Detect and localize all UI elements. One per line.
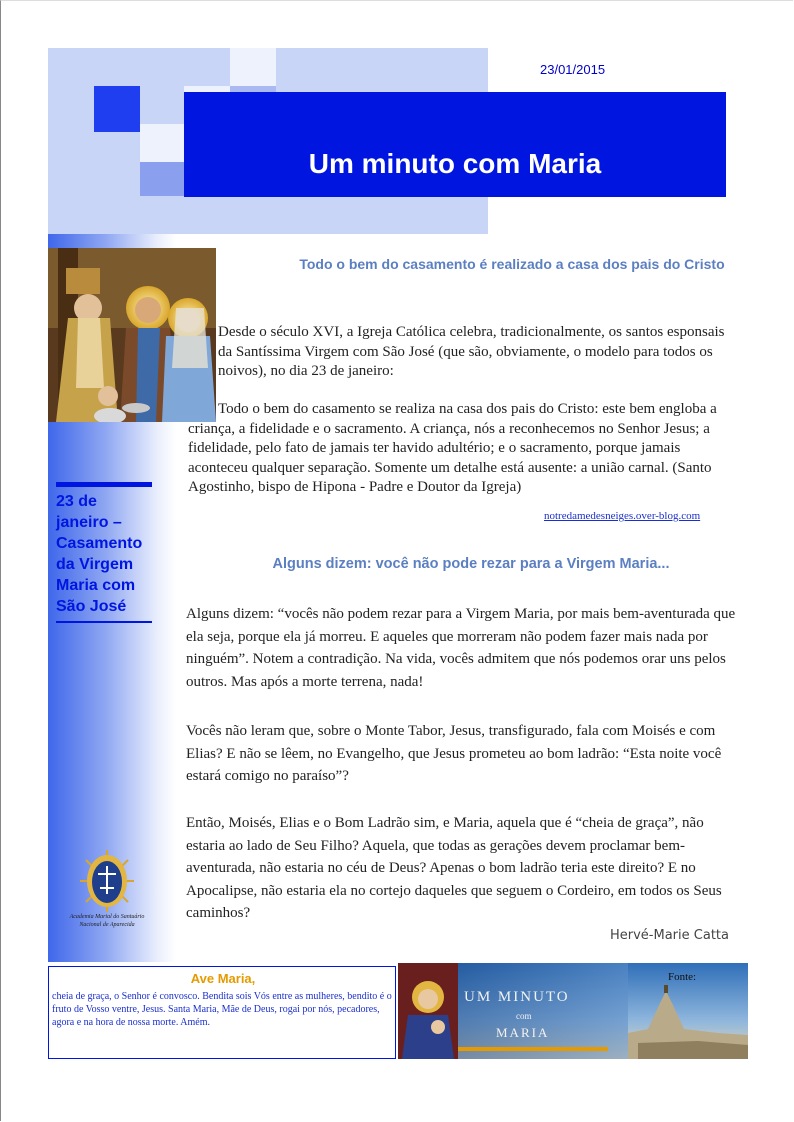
banner-line-3: MARIA [496, 1025, 550, 1040]
article-1-paragraph-2 [188, 400, 728, 498]
article-2-author: Hervé-Marie Catta [610, 928, 729, 943]
article-2-title: Alguns dizem: você não pode rezar para a Virgem Maria... [272, 556, 670, 572]
article-2-paragraph-1: Alguns dizem: “vocês não podem rezar para a Virgem Maria, por mais bem-aventurada que ela seja, porque ela já morreu. E aqueles que morreram não podem fazer mais nada por ninguém”. Notem a contradição. Na vida, vocês admitem que nós podemos orar uns pelos outros. Mas após a morte terrena, nada! [186, 606, 736, 690]
source-link[interactable]: notredamedesneiges.over-blog.com [544, 510, 701, 522]
feast-caption: 23 de janeiro – Casamento da Virgem Maria com São José [56, 493, 143, 615]
fonte-label: Fonte: [668, 971, 697, 983]
prayer-title: Ave Maria, [190, 971, 256, 986]
seal-caption: Academia Marial do Santuário Nacional de Aparecida [69, 914, 145, 928]
decor-square [140, 162, 186, 196]
decor-square [140, 124, 186, 162]
article-1-paragraph-1: Desde o século XVI, a Igreja Católica celebra, tradicionalmente, os santos esponsais da Santíssima Virgem com São José (que são, obviamente, o modelo para todos os noivos), no dia 23 de janeiro: [218, 324, 725, 379]
article-2-paragraph-3: Então, Moisés, Elias e o Bom Ladrão sim, e Maria, aquela que é “cheia de graça”, não estaria ao lado de Seu Filho? Aquela, que todas as gerações devem proclamar bem-aventurada, não estaria no céu de Deus? Apenas o bom ladrão teria este direito? E no Apocalipse, não estaria ela no cortejo daqueles que seguem o Cordeiro, em todos os Seus caminhos? [186, 815, 722, 921]
article-1-title: Todo o bem do casamento é realizado a casa dos pais do Cristo [299, 256, 725, 272]
feast-caption-box [56, 482, 152, 623]
banner-line-1: UM MINUTO [464, 989, 570, 1005]
article-2-paragraph-2: Vocês não leram que, sobre o Monte Tabor, Jesus, transfigurado, fala com Moisés e com Elias? E não se lêem, no Evangelho, que Jesus prometeu ao bom ladrão: “Esta noite você estará comigo no paraíso”? [186, 723, 722, 784]
article-1-paragraph-2-text: Todo o bem do casamento se realiza na casa dos pais do Cristo: este bem engloba a criança, a fidelidade e o sacramento. A criança, nós a reconhecemos no Senhor Jesus; a fidelidade, pelo fato de jamais ter havido adultério; e o sacramento, porque jamais aconteceu qualquer separação. Somente um detalhe está ausente: a união carnal. (Santo Agostinho, bispo de Hipona - Padre e Doutor da Igreja) [188, 401, 717, 495]
title-bar [184, 92, 726, 197]
banner-line-2: com [516, 1011, 532, 1021]
decor-square [94, 86, 140, 132]
issue-date: 23/01/2015 [540, 62, 606, 77]
prayer-box [48, 966, 396, 1059]
prayer-text: cheia de graça, o Senhor é convosco. Bendita sois Vós entre as mulheres, bendito é o fruto de Vosso ventre, Jesus. Santa Maria, Mãe de Deus, rogai por nós, pecadores, agora e na hora de nossa morte. Amém. [52, 991, 392, 1028]
newsletter-title: Um minuto com Maria [308, 148, 602, 179]
marriage-painting-image [48, 248, 216, 422]
academia-marial-seal-icon [72, 848, 142, 948]
